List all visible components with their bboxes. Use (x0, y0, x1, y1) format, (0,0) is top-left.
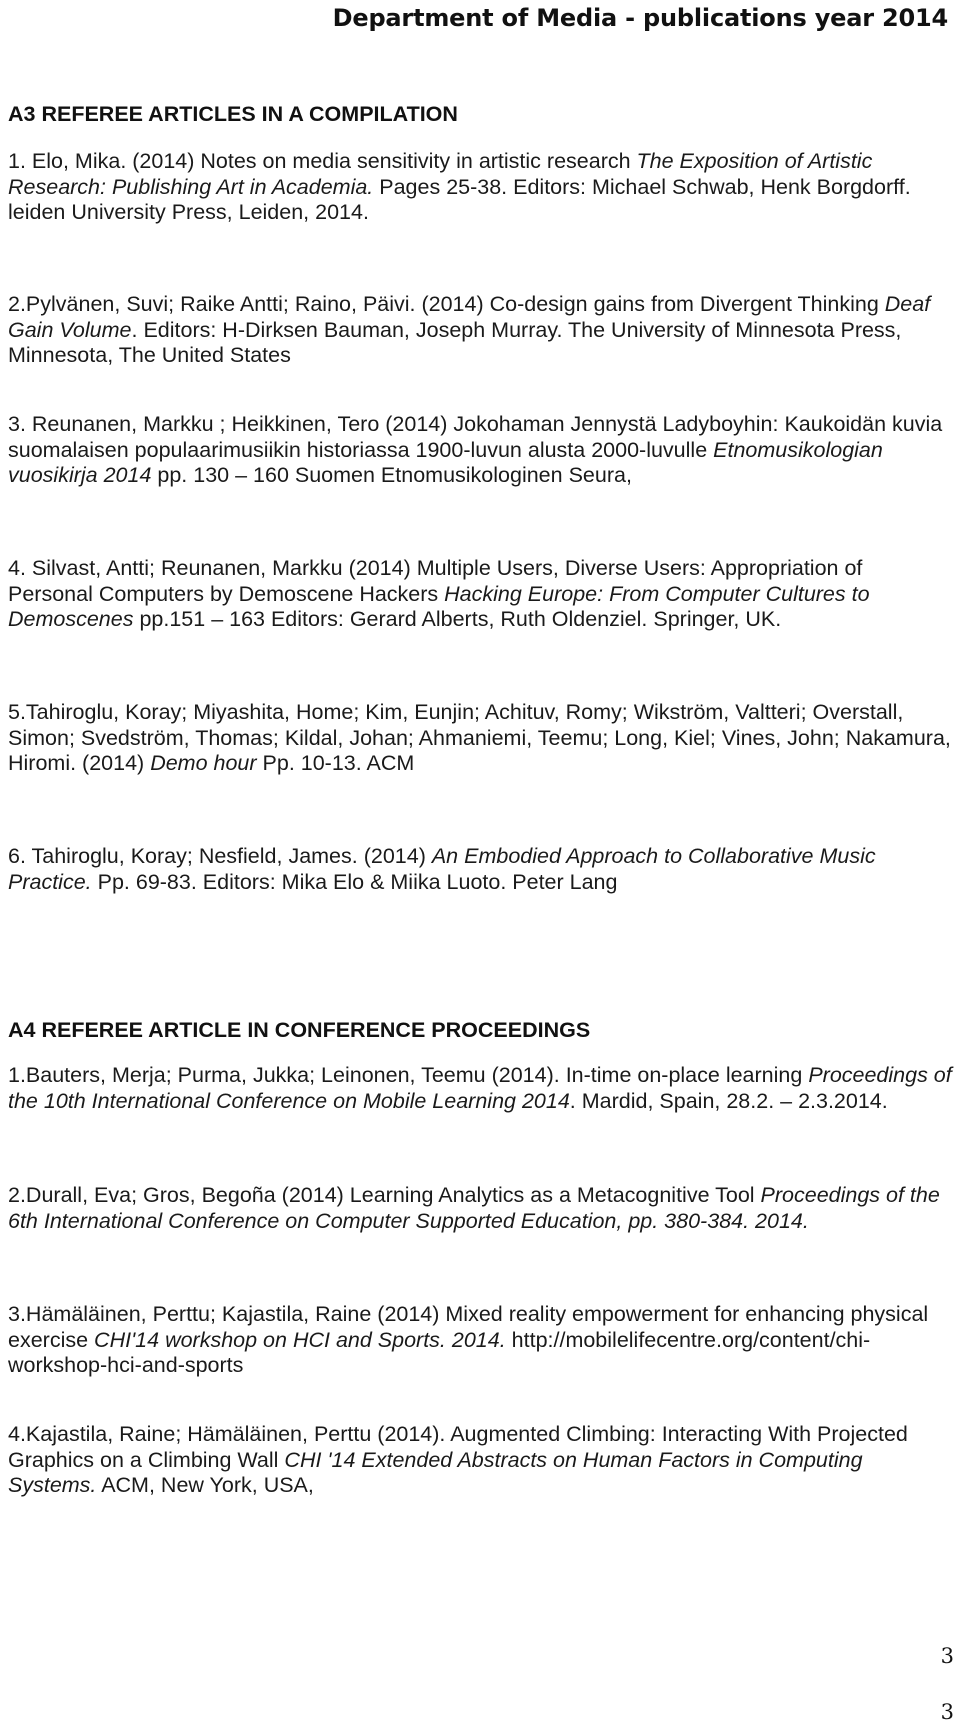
reference-text: ACM, New York, USA, (96, 1473, 314, 1497)
reference-italic-title: An Embodied Approach to Collaborative Music Practice. (8, 844, 876, 894)
reference-entry (8, 149, 953, 226)
reference-text: http://mobilelifecentre.org/content/chi-workshop-hci-and-sports (8, 1327, 871, 1377)
reference-entry (8, 556, 953, 633)
reference-text: pp. 130 – 160 Suomen Etnomusikologinen Seura, (151, 463, 632, 487)
reference-text: 1.Bauters, Merja; Purma, Jukka; Leinonen, Teemu (2014). In-time on-place learning (8, 1063, 809, 1087)
section-heading-a3: A3 REFEREE ARTICLES IN A COMPILATION (8, 102, 458, 126)
reference-text: . Editors: H-Dirksen Bauman, Joseph Murray. The University of Minnesota Press, Minnesota, The United States (8, 317, 902, 367)
reference-entry (8, 1422, 953, 1499)
reference-text: 1. Elo, Mika. (2014) Notes on media sensitivity in artistic research (8, 149, 637, 173)
reference-italic-title: The Exposition of Artistic Research: Publishing Art in Academia. (8, 149, 873, 199)
reference-italic-title: CHI '14 Extended Abstracts on Human Factors in Computing Systems. (8, 1447, 863, 1497)
reference-text: Pp. 10-13. ACM (256, 751, 415, 775)
reference-text: . Mardid, Spain, 28.2. – 2.3.2014. (569, 1088, 888, 1113)
reference-entry (8, 292, 953, 369)
reference-italic-title: Deaf Gain Volume (8, 292, 931, 342)
reference-italic-title: CHI'14 workshop on HCI and Sports. 2014. (94, 1327, 506, 1352)
reference-text: 2.Durall, Eva; Gros, Begoña (2014) Learning Analytics as a Metacognitive Tool (8, 1183, 761, 1207)
reference-text: 3. Reunanen, Markku ; Heikkinen, Tero (2014) Jokohaman Jennystä Ladyboyhin: Kaukoidän kuvia suomalaisen populaarimusiikin historiassa 1900-luvun alusta 2000-luvulle (8, 412, 943, 462)
reference-text: 4. Silvast, Antti; Reunanen, Markku (2014) Multiple Users, Diverse Users: Appropriation of Personal Computers by Demoscene Hackers (8, 556, 863, 606)
reference-text: 4.Kajastila, Raine; Hämäläinen, Perttu (2014). Augmented Climbing: Interacting With Projected Graphics on a Climbing Wall (8, 1422, 908, 1472)
reference-text: 3.Hämäläinen, Perttu; Kajastila, Raine (2014) Mixed reality empowerment for enhancing physical exercise (8, 1302, 929, 1352)
reference-entry (8, 1183, 953, 1234)
reference-italic-title: Proceedings of the 10th International Conference on Mobile Learning 2014 (8, 1063, 952, 1113)
reference-text: 2.Pylvänen, Suvi; Raike Antti; Raino, Päivi. (2014) Co-design gains from Divergent Thinking (8, 292, 885, 316)
page-number-top: 3 (940, 1644, 954, 1668)
reference-italic-title: Etnomusikologian vuosikirja 2014 (8, 437, 883, 487)
reference-entry (8, 412, 953, 489)
reference-text: Pp. 69-83. Editors: Mika Elo & Miika Luoto. Peter Lang (91, 869, 618, 894)
reference-entry (8, 700, 953, 777)
page-header-title: Department of Media - publications year 2014 (332, 4, 948, 32)
section-heading-a4: A4 REFEREE ARTICLE IN CONFERENCE PROCEEDINGS (8, 1018, 591, 1042)
page-number-bottom: 3 (940, 1700, 954, 1724)
reference-text: pp.151 – 163 Editors: Gerard Alberts, Ruth Oldenziel. Springer, UK. (133, 607, 782, 631)
reference-text: 6. Tahiroglu, Koray; Nesfield, James. (2014) (8, 844, 432, 868)
reference-entry (8, 1063, 953, 1114)
reference-entry (8, 844, 953, 895)
reference-italic-title: Demo hour (150, 751, 257, 775)
reference-italic-title: Hacking Europe: From Computer Cultures to Demoscenes (8, 581, 870, 631)
reference-text: 5.Tahiroglu, Koray; Miyashita, Home; Kim, Eunjin; Achituv, Romy; Wikström, Valtteri; Overstall, Simon; Svedström, Thomas; Kildal, Johan; Ahmaniemi, Teemu; Long, Kiel; Vines, John; Nakamura, Hiromi. (2014) (8, 700, 951, 775)
reference-italic-title: Proceedings of the 6th International Conference on Computer Supported Education, pp. 380-384. 2014. (8, 1183, 940, 1233)
reference-text: Pages 25-38. Editors: Michael Schwab, Henk Borgdorff. leiden University Press, Leiden, 2014. (8, 174, 911, 224)
reference-entry (8, 1302, 953, 1379)
